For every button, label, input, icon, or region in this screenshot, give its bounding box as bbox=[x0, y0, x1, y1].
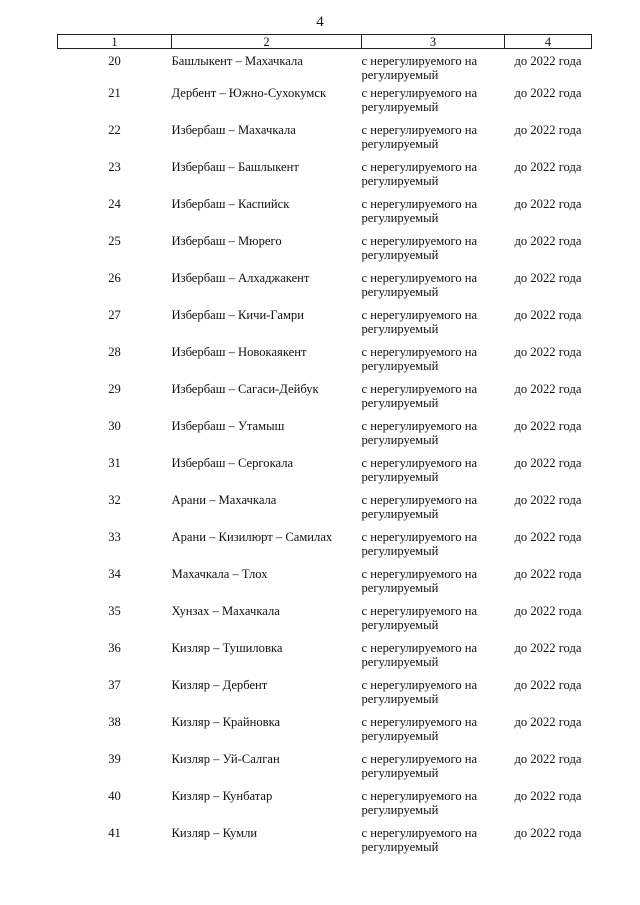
regulation-change bbox=[362, 604, 505, 641]
regulation-change-line: регулируемый bbox=[361, 766, 439, 780]
deadline: до 2022 года bbox=[514, 271, 582, 285]
regulation-change bbox=[362, 530, 505, 567]
table-row bbox=[58, 419, 592, 456]
row-number: 38 bbox=[108, 715, 121, 729]
table-row bbox=[58, 567, 592, 604]
table-row bbox=[58, 641, 592, 678]
route-name: Кизляр – Уй-Салган bbox=[171, 752, 280, 766]
table-row bbox=[58, 752, 592, 789]
route-name: Избербаш – Новокаякент bbox=[171, 345, 307, 359]
route-name: Кизляр – Кумли bbox=[171, 826, 258, 840]
regulation-change bbox=[362, 752, 505, 789]
table-row bbox=[58, 456, 592, 493]
regulation-change-line: с нерегулируемого на bbox=[361, 86, 478, 100]
regulation-change bbox=[362, 197, 505, 234]
table-row bbox=[58, 493, 592, 530]
header-row bbox=[58, 35, 592, 49]
table-body bbox=[58, 49, 592, 864]
row-number: 34 bbox=[108, 567, 121, 581]
regulation-change-line: регулируемый bbox=[361, 100, 439, 114]
table-row bbox=[58, 86, 592, 123]
row-number: 28 bbox=[108, 345, 121, 359]
deadline: до 2022 года bbox=[514, 715, 582, 729]
deadline: до 2022 года bbox=[514, 604, 582, 618]
row-number: 31 bbox=[108, 456, 121, 470]
regulation-change-line: с нерегулируемого на bbox=[361, 678, 478, 692]
deadline: до 2022 года bbox=[514, 54, 582, 68]
route-name: Арани – Махачкала bbox=[171, 493, 277, 507]
deadline: до 2022 года bbox=[514, 678, 582, 692]
table-row bbox=[58, 160, 592, 197]
routes-table bbox=[57, 34, 592, 863]
regulation-change-line: с нерегулируемого на bbox=[361, 160, 478, 174]
row-number: 30 bbox=[108, 419, 121, 433]
row-number: 23 bbox=[108, 160, 121, 174]
table-row bbox=[58, 234, 592, 271]
row-number: 41 bbox=[108, 826, 121, 840]
row-number: 29 bbox=[108, 382, 121, 396]
regulation-change-line: регулируемый bbox=[361, 248, 439, 262]
route-name: Избербаш – Башлыкент bbox=[171, 160, 299, 174]
regulation-change-line: регулируемый bbox=[361, 803, 439, 817]
row-number: 20 bbox=[108, 54, 121, 68]
regulation-change-line: с нерегулируемого на bbox=[361, 493, 478, 507]
row-number: 39 bbox=[108, 752, 121, 766]
route-name: Избербаш – Кичи-Гамри bbox=[171, 308, 304, 322]
deadline: до 2022 года bbox=[514, 641, 582, 655]
table-row bbox=[58, 604, 592, 641]
route-name: Кизляр – Дербент bbox=[171, 678, 268, 692]
deadline: до 2022 года bbox=[514, 826, 582, 840]
regulation-change-line: регулируемый bbox=[361, 137, 439, 151]
regulation-change bbox=[362, 567, 505, 604]
table-row bbox=[58, 271, 592, 308]
table-row bbox=[58, 382, 592, 419]
table-row bbox=[58, 826, 592, 863]
regulation-change bbox=[362, 715, 505, 752]
regulation-change-line: с нерегулируемого на bbox=[361, 419, 478, 433]
route-name: Избербаш – Мюрего bbox=[171, 234, 282, 248]
deadline: до 2022 года bbox=[514, 234, 582, 248]
route-name: Избербаш – Сагаси-Дейбук bbox=[171, 382, 319, 396]
row-number: 24 bbox=[108, 197, 121, 211]
deadline: до 2022 года bbox=[514, 308, 582, 322]
regulation-change bbox=[362, 308, 505, 345]
regulation-change-line: регулируемый bbox=[361, 507, 439, 521]
regulation-change-line: с нерегулируемого на bbox=[361, 308, 478, 322]
table-row bbox=[58, 345, 592, 382]
deadline: до 2022 года bbox=[514, 197, 582, 211]
route-name: Кизляр – Тушиловка bbox=[171, 641, 283, 655]
deadline: до 2022 года bbox=[514, 752, 582, 766]
regulation-change-line: регулируемый bbox=[361, 396, 439, 410]
regulation-change bbox=[362, 49, 505, 87]
regulation-change-line: с нерегулируемого на bbox=[361, 530, 478, 544]
deadline: до 2022 года bbox=[514, 419, 582, 433]
page-number: 4 bbox=[316, 14, 324, 30]
regulation-change bbox=[362, 160, 505, 197]
table-row bbox=[58, 789, 592, 826]
regulation-change-line: с нерегулируемого на bbox=[361, 54, 478, 68]
regulation-change bbox=[362, 641, 505, 678]
regulation-change-line: регулируемый bbox=[361, 840, 439, 854]
table-row bbox=[58, 49, 592, 87]
table-row bbox=[58, 715, 592, 752]
regulation-change-line: с нерегулируемого на bbox=[361, 567, 478, 581]
regulation-change-line: с нерегулируемого на bbox=[361, 345, 478, 359]
column-header-1: 1 bbox=[58, 35, 172, 49]
regulation-change bbox=[362, 419, 505, 456]
row-number: 37 bbox=[108, 678, 121, 692]
row-number: 22 bbox=[108, 123, 121, 137]
regulation-change bbox=[362, 234, 505, 271]
deadline: до 2022 года bbox=[514, 345, 582, 359]
route-name: Арани – Кизилюрт – Самилах bbox=[171, 530, 333, 544]
table-row bbox=[58, 678, 592, 715]
row-number: 35 bbox=[108, 604, 121, 618]
regulation-change-line: регулируемый bbox=[361, 470, 439, 484]
regulation-change-line: регулируемый bbox=[361, 729, 439, 743]
row-number: 25 bbox=[108, 234, 121, 248]
regulation-change-line: регулируемый bbox=[361, 581, 439, 595]
table-row bbox=[58, 197, 592, 234]
regulation-change-line: с нерегулируемого на bbox=[361, 715, 478, 729]
regulation-change-line: регулируемый bbox=[361, 285, 439, 299]
row-number: 40 bbox=[108, 789, 121, 803]
regulation-change-line: с нерегулируемого на bbox=[361, 234, 478, 248]
regulation-change-line: регулируемый bbox=[361, 211, 439, 225]
table-row bbox=[58, 308, 592, 345]
route-name: Хунзах – Махачкала bbox=[171, 604, 280, 618]
regulation-change-line: с нерегулируемого на bbox=[361, 826, 478, 840]
route-name: Махачкала – Тлох bbox=[171, 567, 268, 581]
deadline: до 2022 года bbox=[514, 160, 582, 174]
regulation-change-line: регулируемый bbox=[361, 692, 439, 706]
table-header bbox=[58, 35, 592, 49]
row-number: 33 bbox=[108, 530, 121, 544]
regulation-change bbox=[362, 123, 505, 160]
route-name: Дербент – Южно-Сухокумск bbox=[171, 86, 327, 100]
row-number: 21 bbox=[108, 86, 121, 100]
column-header-3: 3 bbox=[362, 35, 505, 49]
deadline: до 2022 года bbox=[514, 456, 582, 470]
deadline: до 2022 года bbox=[514, 86, 582, 100]
deadline: до 2022 года bbox=[514, 530, 582, 544]
route-name: Избербаш – Сергокала bbox=[171, 456, 294, 470]
regulation-change-line: с нерегулируемого на bbox=[361, 456, 478, 470]
regulation-change bbox=[362, 382, 505, 419]
regulation-change-line: регулируемый bbox=[361, 322, 439, 336]
column-header-4: 4 bbox=[505, 35, 592, 49]
regulation-change bbox=[362, 271, 505, 308]
table-row bbox=[58, 530, 592, 567]
regulation-change-line: с нерегулируемого на bbox=[361, 123, 478, 137]
regulation-change bbox=[362, 826, 505, 863]
regulation-change-line: регулируемый bbox=[361, 68, 439, 82]
regulation-change-line: с нерегулируемого на bbox=[361, 271, 478, 285]
regulation-change-line: с нерегулируемого на bbox=[361, 604, 478, 618]
regulation-change-line: регулируемый bbox=[361, 544, 439, 558]
route-name: Кизляр – Крайновка bbox=[171, 715, 281, 729]
regulation-change bbox=[362, 86, 505, 123]
route-name: Кизляр – Кунбатар bbox=[171, 789, 273, 803]
row-number: 36 bbox=[108, 641, 121, 655]
deadline: до 2022 года bbox=[514, 567, 582, 581]
regulation-change-line: регулируемый bbox=[361, 618, 439, 632]
regulation-change-line: регулируемый bbox=[361, 359, 439, 373]
regulation-change-line: с нерегулируемого на bbox=[361, 382, 478, 396]
route-name: Избербаш – Утамыш bbox=[171, 419, 285, 433]
regulation-change-line: с нерегулируемого на bbox=[361, 641, 478, 655]
regulation-change-line: с нерегулируемого на bbox=[361, 752, 478, 766]
route-name: Избербаш – Махачкала bbox=[171, 123, 296, 137]
regulation-change-line: регулируемый bbox=[361, 433, 439, 447]
regulation-change-line: регулируемый bbox=[361, 174, 439, 188]
deadline: до 2022 года bbox=[514, 382, 582, 396]
regulation-change-line: с нерегулируемого на bbox=[361, 197, 478, 211]
deadline: до 2022 года bbox=[514, 493, 582, 507]
regulation-change bbox=[362, 456, 505, 493]
column-header-2: 2 bbox=[172, 35, 362, 49]
regulation-change bbox=[362, 493, 505, 530]
regulation-change bbox=[362, 345, 505, 382]
table-row bbox=[58, 123, 592, 160]
row-number: 32 bbox=[108, 493, 121, 507]
regulation-change bbox=[362, 789, 505, 826]
route-name: Башлыкент – Махачкала bbox=[171, 54, 303, 68]
row-number: 27 bbox=[108, 308, 121, 322]
row-number: 26 bbox=[108, 271, 121, 285]
deadline: до 2022 года bbox=[514, 789, 582, 803]
regulation-change-line: с нерегулируемого на bbox=[361, 789, 478, 803]
regulation-change-line: регулируемый bbox=[361, 655, 439, 669]
regulation-change bbox=[362, 678, 505, 715]
deadline: до 2022 года bbox=[514, 123, 582, 137]
route-name: Избербаш – Каспийск bbox=[171, 197, 290, 211]
route-name: Избербаш – Алхаджакент bbox=[171, 271, 310, 285]
